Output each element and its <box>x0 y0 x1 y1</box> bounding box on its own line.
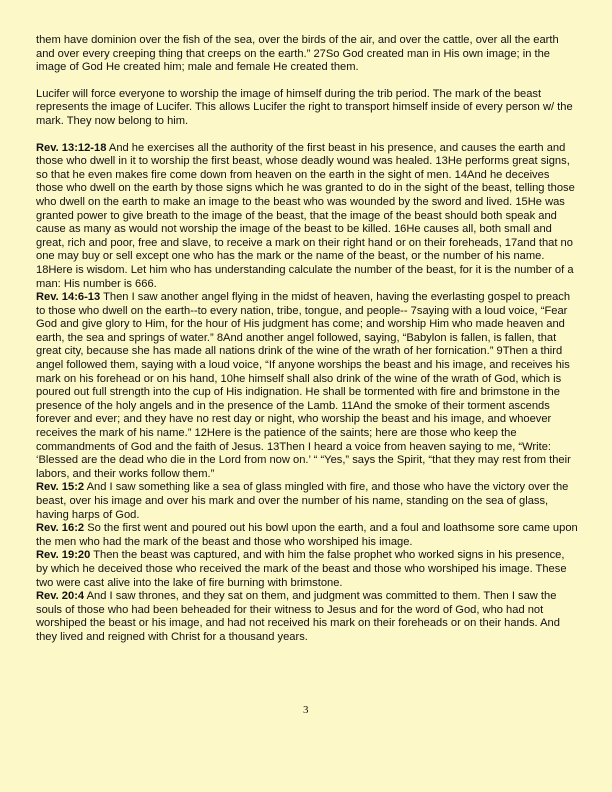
verse-reference: Rev. 14:6-13 <box>36 291 101 304</box>
verse-rev-20 <box>36 590 578 644</box>
genesis-paragraph: them have dominion over the fish of the sea, over the birds of the air, and over the cattle, over all the earth and over every creeping thing that creeps on the earth.” 27So God created man in His own image; in the image of God He created him; male and female He created them. <box>36 34 559 74</box>
verse-list <box>36 142 578 645</box>
verse-rev-19 <box>36 549 578 590</box>
verse-text: So the first went and poured out his bowl upon the earth, and a foul and loathsome sore came upon the men who had the mark of the beast and those who worshiped his image. <box>36 522 578 548</box>
verse-text: And I saw something like a sea of glass mingled with fire, and those who have the victory over the beast, over his image and over his mark and over the number of his name, standing on the sea of glass, having harps of God. <box>36 481 569 521</box>
commentary-paragraph: Lucifer will force everyone to worship the image of himself during the trib period. The mark of the beast represents the image of Lucifer. This allows Lucifer the right to transport himself inside of every person w/ the mark. They now belong to him. <box>36 87 573 127</box>
verse-reference: Rev. 15:2 <box>36 481 85 494</box>
verse-reference: Rev. 16:2 <box>36 522 85 535</box>
verse-rev-13 <box>36 142 578 292</box>
verse-text: Then I saw another angel flying in the midst of heaven, having the everlasting gospel to preach to those who dwell on the earth--to every nation, tribe, tongue, and people-- 7saying with a loud voice, “Fear God and give glory to Him, for the hour of His judgment has come; and worship Him who made heaven and earth, the sea and springs of water.” 8And another angel followed, saying, “Babylon is fallen, is fallen, that great city, because she has made all nations drink of the wine of the wrath of her fornication.” 9Then a third angel followed them, saying with a loud voice, “If anyone worships the beast and his image, and receives his mark on his forehead or on his hand, 10he himself shall also drink of the wine of the wrath of God, which is poured out full strength into the cup of His indignation. He shall be tormented with fire and brimstone in the presence of the holy angels and in the presence of the Lamb. 11And the smoke of their torment ascends forever and ever; and they have no rest day or night, who worship the beast and his image, and whoever receives the mark of his name.” 12Here is the patience of the saints; here are those who keep the commandments of God and the faith of Jesus. 13Then I heard a voice from heaven saying to me, “Write: ‘Blessed are the dead who die in the Lord from now on.’ “ “Yes,” says the Spirit, “that they may rest from their labors, and their works follow them.” <box>36 291 571 480</box>
verse-reference: Rev. 20:4 <box>36 590 85 603</box>
verse-text: Then the beast was captured, and with him the false prophet who worked signs in his presence, by which he deceived those who received the mark of the beast and those who worshiped his image. These two were cast alive into the lake of fire burning with brimstone. <box>36 549 567 589</box>
verse-reference: Rev. 13:12-18 <box>36 141 107 154</box>
verse-reference: Rev. 19:20 <box>36 549 91 562</box>
verse-text: And I saw thrones, and they sat on them, and judgment was committed to them. Then I saw the souls of those who had been beheaded for their witness to Jesus and for the word of God, who had not worshiped the beast or his image, and had not received his mark on their foreheads or on their hands. And they lived and reigned with Christ for a thousand years. <box>36 590 560 643</box>
verse-rev-14 <box>36 291 578 481</box>
verse-text: And he exercises all the authority of the first beast in his presence, and causes the earth and those who dwell in it to worship the first beast, whose deadly wound was healed. 13He performs great signs, so that he even makes fire come down from heaven on the earth in the sight of men. 14And he deceives those who dwell on the earth by those signs which he was granted to do in the sight of the beast, telling those who dwell on the earth to make an image to the beast who was wounded by the sword and lived. 15He was granted power to give breath to the image of the beast, that the image of the beast should both speak and cause as many as would not worship the image of the beast to be killed. 16He causes all, both small and great, rich and poor, free and slave, to receive a mark on their right hand or on their foreheads, 17and that no one may buy or sell except one who has the mark or the name of the beast, or the number of his name. 18Here is wisdom. Let him who has understanding calculate the number of the beast, for it is the number of a man: His number is 666. <box>36 141 575 290</box>
page-number: 3 <box>303 704 309 716</box>
verse-rev-16 <box>36 522 578 549</box>
verse-rev-15 <box>36 481 578 522</box>
